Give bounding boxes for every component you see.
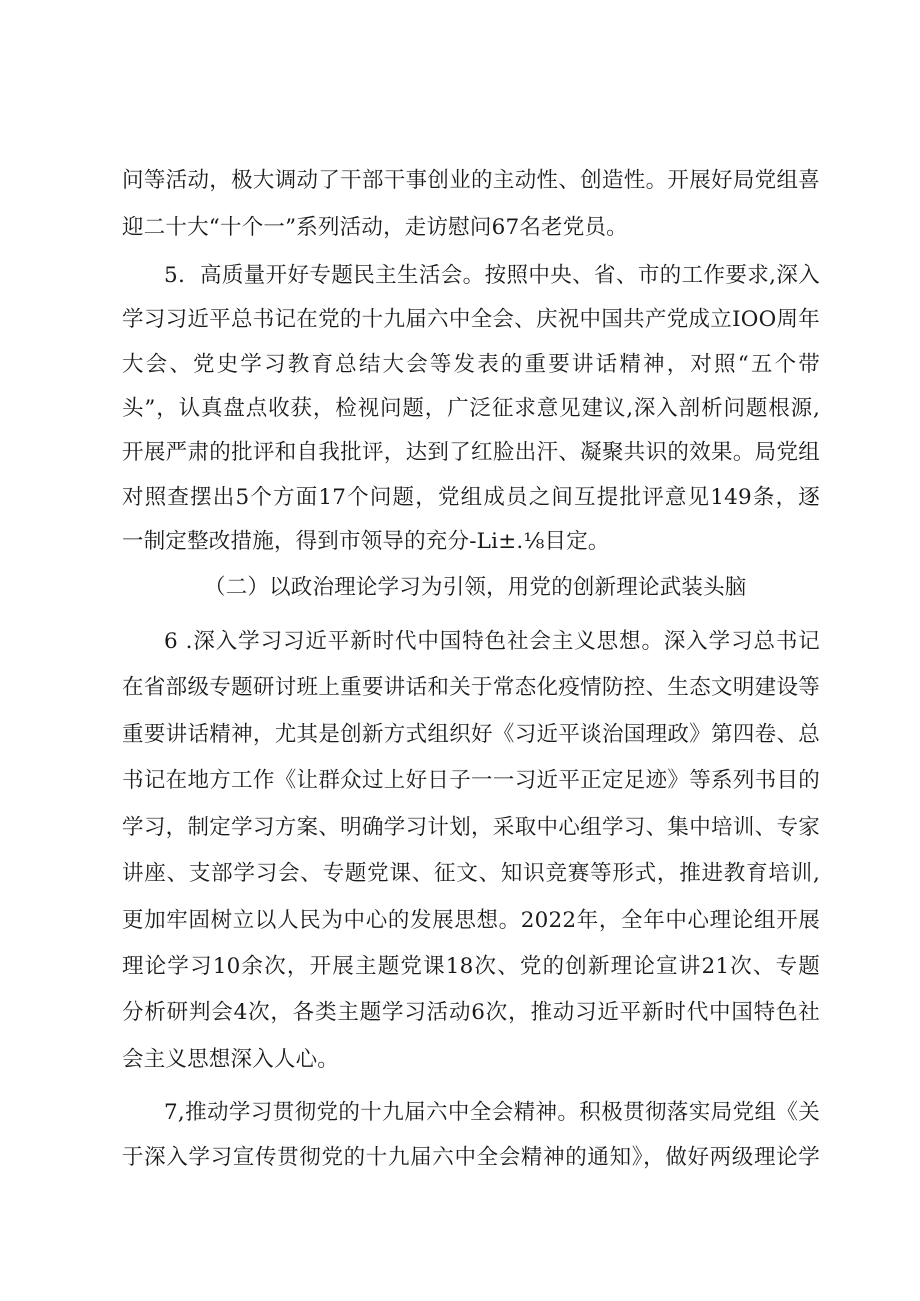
paragraph-7-first-line: 7,推动学习贯彻党的十九届六中全会精神。积极贯彻落实局党组《关 (164, 1100, 820, 1125)
body-text-line: 在省部级专题研讨班上重要讲话和关于常态化疫情防控、生态文明建设等 (122, 675, 820, 700)
body-text-line: 分析研判会4次，各类主题学习活动6次，推动习近平新时代中国特色社 (122, 1000, 820, 1025)
body-text-line: 于深入学习宣传贯彻党的十九届六中全会精神的通知》，做好两级理论学 (122, 1145, 820, 1170)
paragraph-5-first-line: 5．高质量开好专题民主生活会。按照中央、省、市的工作要求,深入 (164, 263, 820, 288)
body-text-line: 学习，制定学习方案、明确学习计划，采取中心组学习、集中培训、专家 (122, 815, 820, 840)
body-text-line: 会主义思想深入人心。 (122, 1047, 340, 1072)
body-text-line: 开展严肃的批评和自我批评，达到了红脸出汗、凝聚共识的效果。局党组 (122, 440, 820, 465)
body-text-line: 对照查摆出5个方面17个问题，党组成员之间互提批评意见149条，逐 (122, 485, 820, 510)
paragraph-6-first-line: 6 .深入学习习近平新时代中国特色社会主义思想。深入学习总书记 (164, 629, 820, 654)
body-text-line: 学习习近平总书记在党的十九届六中全会、庆祝中国共产党成立IOO周年 (122, 307, 820, 332)
body-text-line: 一制定整改措施，得到市领导的充分-Li±.⅛目定。 (122, 529, 610, 554)
body-text-line: 重要讲话精神，尤其是创新方式组织好《习近平谈治国理政》第四卷、总 (122, 722, 820, 747)
body-text-line: 头”，认真盘点收获，检视问题，广泛征求意见建议,深入剖析问题根源, (122, 396, 820, 421)
body-text-line: 理论学习10余次，开展主题党课18次、党的创新理论宣讲21次、专题 (122, 954, 820, 979)
body-text-line: 讲座、支部学习会、专题党课、征文、知识竞赛等形式，推进教育培训, (122, 861, 820, 886)
body-text-line: 书记在地方工作《让群众过上好日子一一习近平正定足迹》等系列书目的 (122, 768, 820, 793)
body-text-line: 大会、党史学习教育总结大会等发表的重要讲话精神，对照“五个带 (122, 352, 820, 377)
body-text-line: 迎二十大“十个一”系列活动，走访慰问67名老党员。 (122, 215, 628, 240)
body-text-line: 更加牢固树立以人民为中心的发展思想。2022年，全年中心理论组开展 (122, 908, 820, 933)
body-text-line: 问等活动，极大调动了干部干事创业的主动性、创造性。开展好局党组喜 (122, 168, 820, 193)
section-heading: （二）以政治理论学习为引领，用党的创新理论武装头脑 (204, 575, 747, 600)
